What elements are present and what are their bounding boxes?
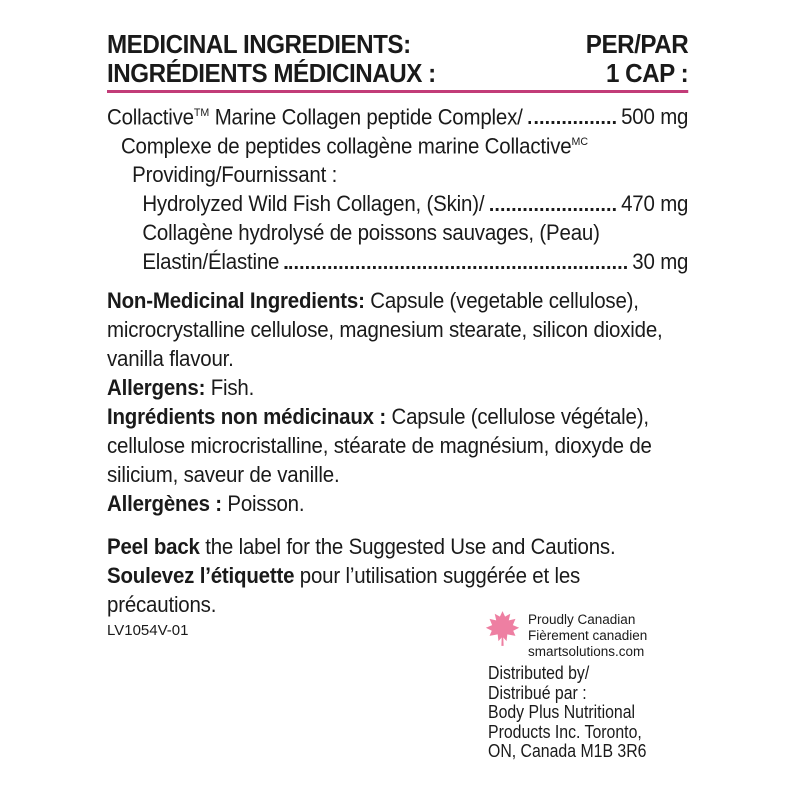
- non-medicinal-paragraph: [107, 286, 688, 373]
- distributor-city: Products Inc. Toronto,: [488, 721, 642, 742]
- per-cap-en: PER/PAR: [585, 29, 689, 59]
- ingredient-name-text: Collactive: [107, 104, 194, 129]
- proudly-canadian-block: [484, 610, 647, 660]
- header-title-en: MEDICINAL INGREDIENTS:: [107, 29, 411, 59]
- allergens-label-fr: Allergènes :: [107, 491, 222, 516]
- allergens-paragraph-fr: [107, 489, 688, 518]
- allergens-text-fr: Poisson.: [221, 491, 305, 516]
- ingredient-name: [121, 128, 588, 160]
- proudly-canadian-lines: [528, 610, 647, 660]
- trademark-superscript: TM: [193, 106, 210, 119]
- distributed-by-fr: Distribué par :: [488, 682, 587, 703]
- trademark-superscript-fr: MC: [571, 135, 589, 148]
- distributed-by-en: Distributed by/: [488, 663, 590, 683]
- ingredient-name: Elastin/Élastine: [142, 249, 280, 274]
- per-cap-fr: 1 CAP :: [605, 58, 689, 88]
- lot-code: LV1054V-01: [107, 622, 189, 639]
- non-medicinal-label: Non-Medicinal Ingredients:: [107, 288, 365, 313]
- peel-back-paragraph: [107, 532, 688, 561]
- peel-back-text: the label for the Suggested Use and Cautions.: [199, 534, 616, 559]
- distributor-address: ON, Canada M1B 3R6: [488, 741, 647, 761]
- header-title-fr: INGRÉDIENTS MÉDICINAUX :: [107, 58, 436, 88]
- ingredient-name: Hydrolyzed Wild Fish Collagen, (Skin)/: [142, 191, 485, 216]
- ingredient-line-providing: [107, 160, 688, 189]
- peel-back-text-fr: pour l’utilisation suggérée et les précautions.: [107, 563, 581, 617]
- maple-leaf-icon: [484, 610, 521, 650]
- non-medicinal-text-fr: Capsule (cellulose végétale), cellulose microcristalline, stéarate de magnésium, dioxyde de silicium, saveur de vanille.: [107, 404, 652, 487]
- smartsolutions-url: smartsolutions.com: [528, 644, 645, 659]
- ingredient-line-collactive: [107, 102, 688, 131]
- header: [107, 30, 688, 88]
- non-medicinal-label-fr: Ingrédients non médicinaux :: [107, 404, 386, 429]
- peel-back-label: Peel back: [107, 534, 200, 559]
- distributor-name: Body Plus Nutritional: [488, 702, 636, 722]
- ingredient-amount: 30 mg: [632, 249, 689, 274]
- ingredient-line-collactive-fr: [107, 131, 688, 160]
- ingredients-list: [107, 102, 688, 276]
- peel-back-label-fr: Soulevez l’étiquette: [107, 563, 295, 588]
- ingredient-amount: 500 mg: [621, 104, 689, 129]
- ingredient-line-fish-collagen: [107, 189, 688, 218]
- allergens-text: Fish.: [205, 375, 255, 400]
- dot-leader: [285, 266, 627, 269]
- allergens-label: Allergens:: [107, 375, 206, 400]
- ingredient-name: [107, 99, 523, 131]
- dot-leader: [490, 208, 616, 211]
- distributed-block: [488, 664, 646, 762]
- proudly-canadian-en: Proudly Canadian: [528, 612, 636, 627]
- ingredient-name-text: Marine Collagen peptide Complex/: [209, 104, 523, 129]
- non-medicinal-text: Capsule (vegetable cellulose), microcrystalline cellulose, magnesium stearate, silicon dioxide, vanilla flavour.: [107, 288, 663, 371]
- ingredient-name: Providing/Fournissant :: [132, 162, 338, 187]
- label-content: [107, 30, 688, 619]
- divider-rule: [107, 90, 688, 93]
- proudly-canadian-fr: Fièrement canadien: [528, 628, 648, 643]
- per-cap-column: [586, 30, 688, 88]
- ingredient-name-text: Complexe de peptides collagène marine Collactive: [120, 133, 572, 158]
- non-medicinal-paragraph-fr: [107, 402, 688, 489]
- header-titles: [107, 30, 436, 88]
- allergens-paragraph: [107, 373, 688, 402]
- ingredient-line-fish-collagen-fr: [107, 218, 688, 247]
- ingredient-name: Collagène hydrolysé de poissons sauvages, (Peau): [142, 220, 600, 245]
- ingredient-amount: 470 mg: [621, 191, 689, 216]
- ingredient-line-elastin: [107, 247, 688, 276]
- dot-leader: [528, 121, 615, 124]
